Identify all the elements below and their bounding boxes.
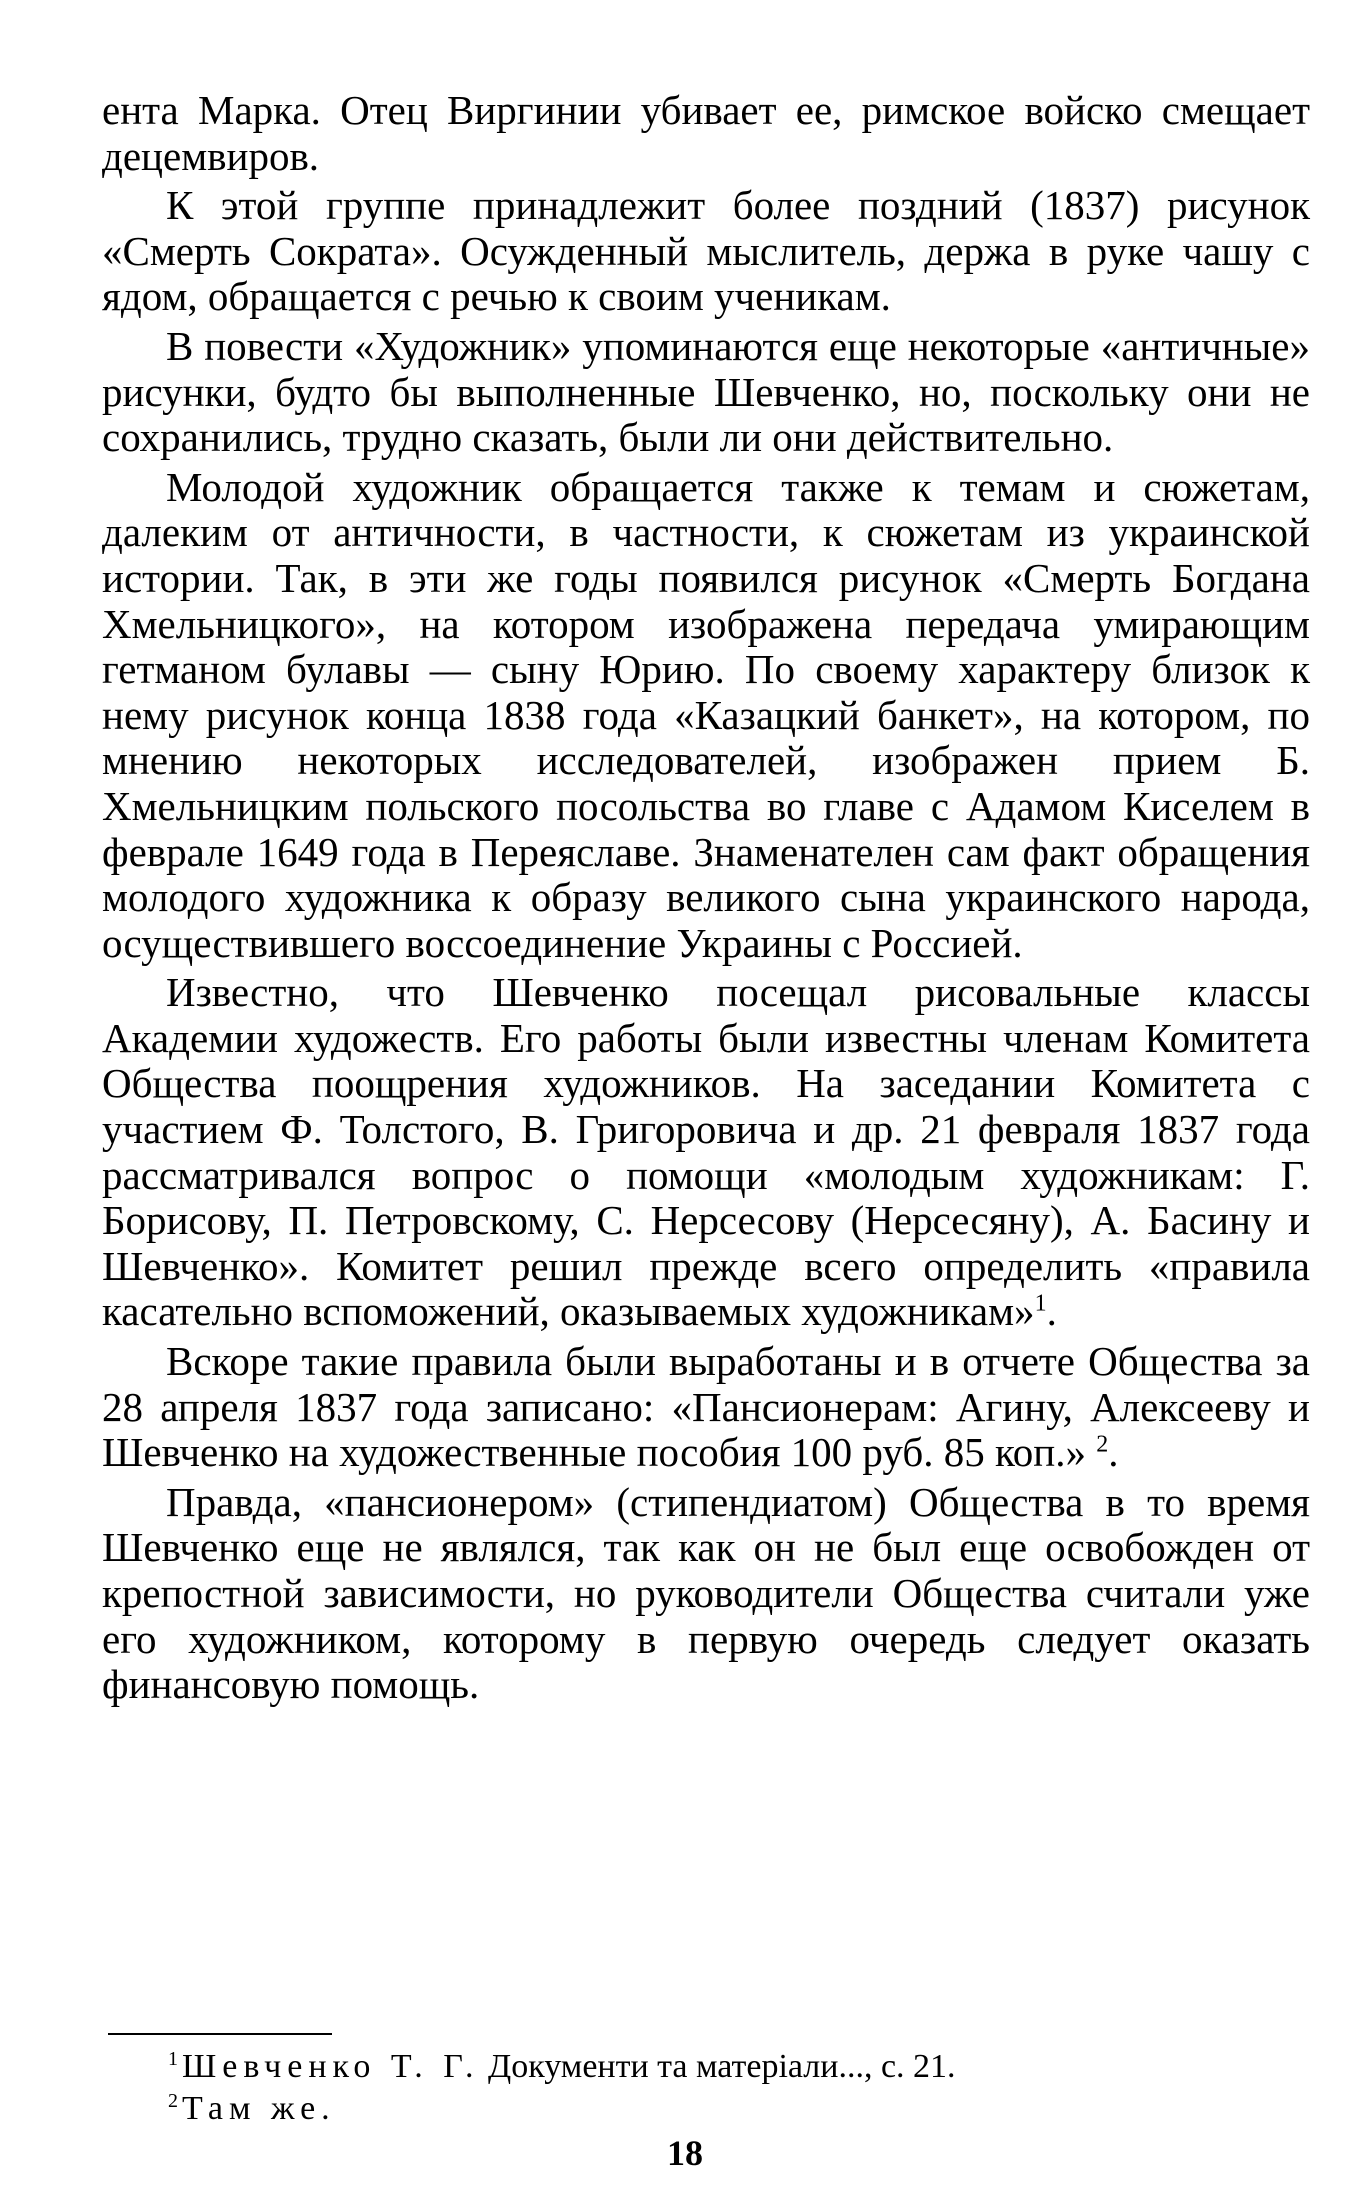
paragraph-5-text: Известно, что Шевченко посещал рисовальные классы Академии художеств. Его работы были известны членам Комитета Общества поощрения художников. На заседании Комитета с участием Ф. Толстого, В. Григоровича и др. 21 февраля 1837 года рассматривался вопрос о помощи «молодым художникам: Г. Борисову, П. Петровскому, С. Нерсесову (Нерсесяну), А. Басину и Шевченко». Комитет решил прежде всего определить «правила касательно вспоможений, оказываемых художникам» [102, 969, 1310, 1335]
paragraph-5: Известно, что Шевченко посещал рисовальные классы Академии художеств. Его работы были известны членам Комитета Общества поощрения художников. На заседании Комитета с участием Ф. Толстого, В. Григоровича и др. 21 февраля 1837 года рассматривался вопрос о помощи «молодым художникам: Г. Борисову, П. Петровскому, С. Нерсесову (Нерсесяну), А. Басину и Шевченко». Комитет решил прежде всего определить «правила касательно вспоможений, оказываемых художникам»$^1$. [102, 969, 1310, 1335]
paragraph-3: В повести «Художник» упоминаются еще некоторые «античные» рисунки, будто бы выполненные Шевченко, но, поскольку они не сохранились, трудно сказать, были ли они действительно. [102, 322, 1310, 461]
page-body [102, 88, 1310, 1708]
footnote-divider [108, 2033, 332, 2035]
footnote-1-text: Документи та матеріали..., с. 21. [488, 2048, 956, 2085]
footnotes [168, 2046, 1268, 2130]
paragraph-6-text: Вскоре такие правила были выработаны и в отчете Общества за 28 апреля 1837 года записано: «Пансионерам: Агину, Алексееву и Шевченко на художественные пособия 100 руб. 85 коп.» [102, 1338, 1310, 1476]
footnote-1 [168, 2046, 1268, 2088]
footnote-ref-1: 1 [1034, 1290, 1047, 1317]
footnote-1-author: Шевченко Т. Г. [182, 2048, 480, 2085]
footnote-2 [168, 2088, 1268, 2130]
paragraph-7: Правда, «пансионером» (стипендиатом) Общества в то время Шевченко еще не являлся, так как он не был еще освобожден от крепостной зависимости, но руководители Общества считали уже его художником, которому в первую очередь следует оказать финансовую помощь. [102, 1478, 1310, 1708]
page-number: 18 [667, 2133, 703, 2173]
paragraph-6: Вскоре такие правила были выработаны и в отчете Общества за 28 апреля 1837 года записано: «Пансионерам: Агину, Алексееву и Шевченко на художественные пособия 100 руб. 85 коп.» $^2$. [102, 1338, 1310, 1476]
footnote-1-mark: 1 [168, 2047, 178, 2070]
footnote-2-text: Там же. [182, 2090, 336, 2127]
footnote-ref-2: 2 [1096, 1431, 1109, 1458]
paragraph-4: Молодой художник обращается также к темам и сюжетам, далеким от античности, в частности, к сюжетам из украинской истории. Так, в эти же годы появился рисунок «Смерть Богдана Хмельницкого», на котором изображена передача умирающим гетманом булавы — сыну Юрию. По своему характеру близок к нему рисунок конца 1838 года «Казацкий банкет», на котором, по мнению некоторых исследователей, изображен прием Б. Хмельницким польского посольства во главе с Адамом Киселем в феврале 1649 года в Переяславе. Знаменателен сам факт обращения молодого художника к образу великого сына украинского народа, осуществившего воссоединение Украины с Россией. [102, 463, 1310, 966]
footnote-2-mark: 2 [168, 2089, 178, 2112]
paragraph-2: К этой группе принадлежит более поздний (1837) рисунок «Смерть Сократа». Осужденный мыслитель, держа в руке чашу с ядом, обращается с речью к своим ученикам. [102, 182, 1310, 320]
paragraph-1: ента Марка. Отец Виргинии убивает ее, римское войско смещает децемвиров. [102, 87, 1310, 179]
